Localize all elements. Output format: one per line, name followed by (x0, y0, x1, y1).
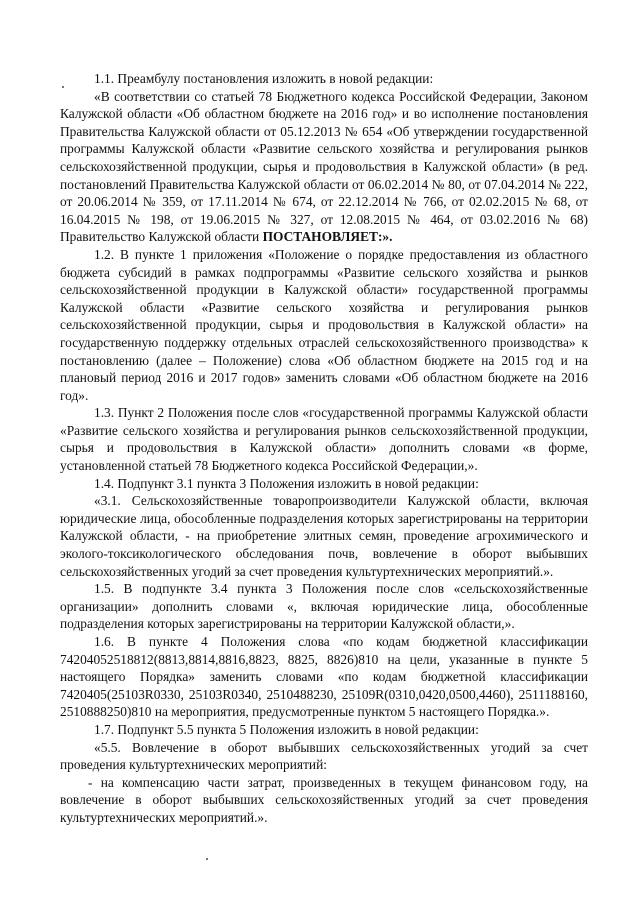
paragraph-3-1: «3.1. Сельскохозяйственные товаропроизводители Калужской области, включая юридические лица, обособленные подразделения которых зарегистрированы на территории Калужской области, - на приобретение элитных семян, проведение агрохимического и эколого-токсикологического обследования почв, вовлечение в оборот выбывших сельскохозяйственных угодий за счет проведения культуртехнических мероприятий.». (60, 493, 588, 579)
preamble-body: «В соответствии со статьей 78 Бюджетного кодекса Российской Федерации, Законом Калужской области «Об областном бюджете на 2016 год» и во исполнение постановления Правительства Калужской области от 05.12.2013 № 654 «Об утверждении государственной программы Калужской области «Развитие сельского хозяйства и регулирования рынков сельскохозяйственной продукции, сырья и продовольствия в Калужской области» (в ред. постановлений Правительства Калужской области от 06.02.2014 № 80, от 07.04.2014 № 222, от 20.06.2014 № 359, от 17.11.2014 № 674, от 22.12.2014 № 766, от 02.02.2015 № 68, от 16.04.2015 № 198, от 19.06.2015 № 327, от 12.08.2015 № 464, от 03.02.2016 № 68) Правительство Калужской области (60, 88, 588, 245)
paragraph-1-5: 1.5. В подпункте 3.4 пункта 3 Положения после слов «сельскохозяйственные организации» дополнить словами «, включая юридические лица, обособленные подразделения которых зарегистрированы на территории Калужской области,». (60, 581, 588, 632)
paragraph-1-3: 1.3. Пункт 2 Положения после слов «государственной программы Калужской области «Развитие сельского хозяйства и регулирования рынков сельскохозяйственной продукции, сырья и продовольствия в Калужской области» дополнить словами «в форме, установленной статьей 78 Бюджетного кодекса Российской Федерации,». (60, 405, 588, 474)
scan-speck-top (62, 86, 64, 88)
paragraph-1-4: 1.4. Подпункт 3.1 пункта 3 Положения изложить в новой редакции: (94, 475, 479, 491)
paragraph-preamble-heading: 1.1. Преамбулу постановления изложить в новой редакции: (94, 71, 434, 86)
scan-speck-bottom (206, 858, 208, 860)
paragraph-5-5-item: - на компенсацию части затрат, произведенных в текущем финансовом году, на вовлечение в оборот выбывших сельскохозяйственных угодий за счет проведения культуртехнических мероприятий.». (60, 774, 588, 825)
document-page (60, 70, 588, 827)
paragraph-preamble-text (60, 88, 588, 246)
preamble-decree: ПОСТАНОВЛЯЕТ:». (262, 229, 393, 245)
paragraph-1-6: 1.6. В пункте 4 Положения слова «по кодам бюджетной классификации 74204052518812(8813,8814,8816,8823, 8825, 8826)810 на цели, указанные в пункте 5 настоящего Порядка» заменить словами «по кодам бюджетной классификации 7420405(25103R0330, 25103R0340, 2510488230, 25109R(0310,0420,0500,4460), 2511188160, 2510888250)810 на мероприятия, предусмотренные пунктом 5 настоящего Порядка.». (60, 634, 588, 720)
paragraph-1-2: 1.2. В пункте 1 приложения «Положение о порядке предоставления из областного бюджета субсидий в рамках подпрограммы «Развитие сельского хозяйства и рынков сельскохозяйственной продукции в Калужской области» государственной программы Калужской области «Развитие сельского хозяйства и регулирования рынков сельскохозяйственной продукции, сырья и продовольствия в Калужской области» на государственную поддержку отдельных отраслей сельскохозяйственного производства» к постановлению (далее – Положение) слова «Об областном бюджете на 2015 год и на плановый период 2016 и 2017 годов» заменить словами «Об областном бюджете на 2016 год». (60, 246, 588, 403)
paragraph-1-7: 1.7. Подпункт 5.5 пункта 5 Положения изложить в новой редакции: (94, 721, 479, 737)
paragraph-5-5: «5.5. Вовлечение в оборот выбывших сельскохозяйственных угодий за счет проведения культуртехнических мероприятий: (60, 739, 588, 773)
